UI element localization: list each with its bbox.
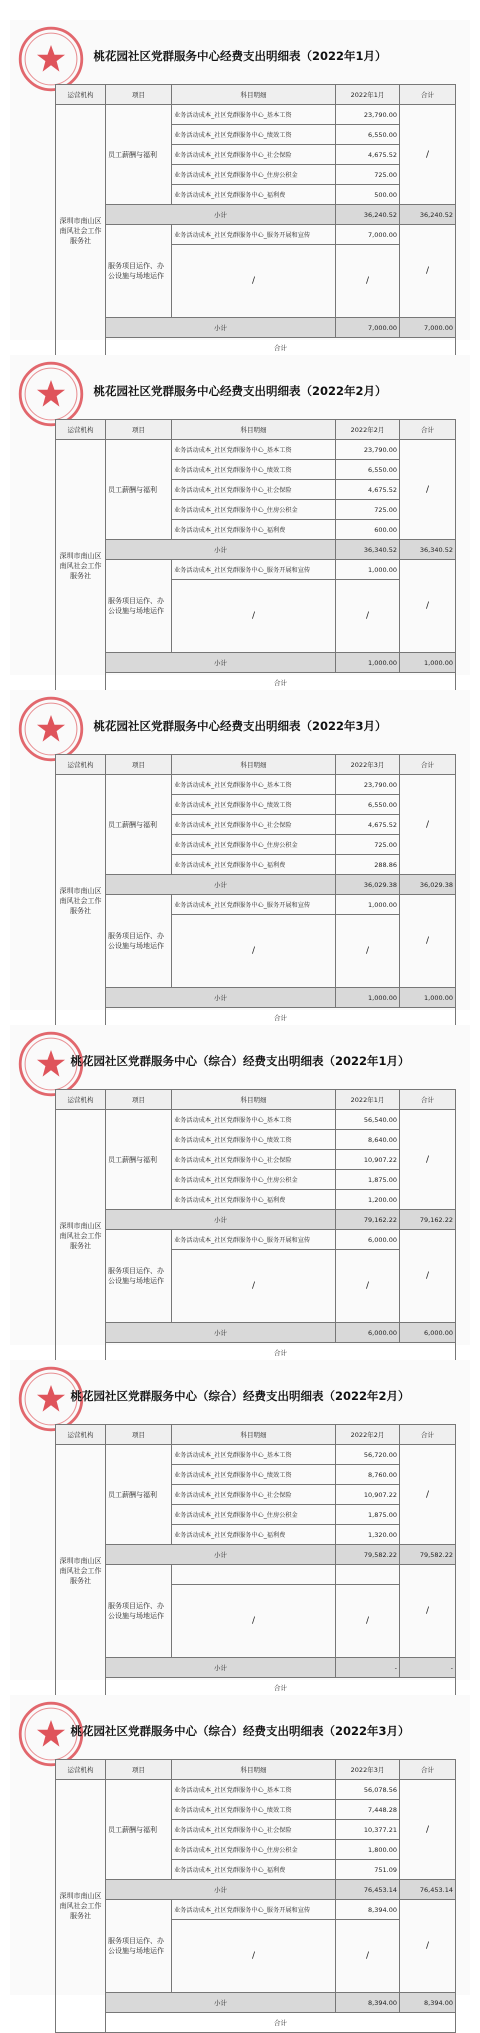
slash-mark: /: [172, 580, 336, 653]
expense-item: 业务活动成本_社区党群服务中心_绩效工资: [172, 795, 336, 815]
expense-amount: 1,000.00: [336, 895, 400, 915]
expense-item: 业务活动成本_社区党群服务中心_基本工资: [172, 775, 336, 795]
expense-item: 业务活动成本_社区党群服务中心_社会保险: [172, 145, 336, 165]
expense-item: 业务活动成本_社区党群服务中心_福利费: [172, 1525, 336, 1545]
slash-mark: /: [172, 1585, 336, 1658]
table-row: [56, 775, 456, 795]
subtotal-amount: -: [336, 1658, 400, 1678]
table-header-row: [56, 1090, 456, 1110]
expense-item: 业务活动成本_社区党群服务中心_基本工资: [172, 1445, 336, 1465]
subtotal-total: 79,582.22: [400, 1545, 456, 1565]
subtotal-label: 小计: [106, 205, 336, 225]
total-header: 合计: [400, 1425, 456, 1445]
grand-total-label: 合计: [106, 338, 456, 358]
period-header: 2022年3月: [336, 755, 400, 775]
subtotal-total: 1,000.00: [400, 653, 456, 673]
expense-item: 业务活动成本_社区党群服务中心_社会保险: [172, 1150, 336, 1170]
expense-amount: 10,907.22: [336, 1485, 400, 1505]
subtotal-amount: 79,582.22: [336, 1545, 400, 1565]
subtotal-label: 小计: [106, 540, 336, 560]
expense-amount: 725.00: [336, 165, 400, 185]
expense-item: 业务活动成本_社区党群服务中心_服务开展和宣传: [172, 225, 336, 245]
subtotal-label: 小计: [106, 1210, 336, 1230]
grand-total-label: 合计: [106, 2013, 456, 2033]
grand-total-label: 合计: [106, 673, 456, 693]
expense-amount: 10,377.21: [336, 1820, 400, 1840]
org-name: 深圳市南山区南风社会工作服务社: [56, 775, 106, 1028]
org-header: 运营机构: [56, 1090, 106, 1110]
grand-total-label: 合计: [106, 1678, 456, 1698]
table-row: [56, 1110, 456, 1130]
expense-item: 业务活动成本_社区党群服务中心_住房公积金: [172, 165, 336, 185]
period-header: 2022年2月: [336, 420, 400, 440]
project-header: 项目: [106, 85, 172, 105]
table-header-row: [56, 1425, 456, 1445]
expense-item: 业务活动成本_社区党群服务中心_基本工资: [172, 105, 336, 125]
org-header: 运营机构: [56, 1425, 106, 1445]
expense-item: 业务活动成本_社区党群服务中心_住房公积金: [172, 500, 336, 520]
table-row: [56, 1780, 456, 1800]
expense-item: 业务活动成本_社区党群服务中心_绩效工资: [172, 460, 336, 480]
page-title: 桃花园社区党群服务中心经费支出明细表（2022年2月）: [93, 384, 387, 398]
org-name: 深圳市南山区南风社会工作服务社: [56, 1780, 106, 2033]
table-row: [56, 1230, 456, 1250]
table-row: [56, 440, 456, 460]
org-name: 深圳市南山区南风社会工作服务社: [56, 440, 106, 693]
slash-mark: /: [172, 915, 336, 988]
detail-header: 科目明细: [172, 1425, 336, 1445]
subtotal-total: 79,162.22: [400, 1210, 456, 1230]
subtotal-label: 小计: [106, 1658, 336, 1678]
category-staff: 员工薪酬与福利: [106, 1110, 172, 1210]
expense-amount: 23,790.00: [336, 775, 400, 795]
slash-mark: /: [336, 1250, 400, 1323]
expense-item: 业务活动成本_社区党群服务中心_服务开展和宣传: [172, 1230, 336, 1250]
subtotal-row: [56, 540, 456, 560]
grand-total-row: [56, 2013, 456, 2033]
subtotal-row: [56, 205, 456, 225]
org-name: 深圳市南山区南风社会工作服务社: [56, 105, 106, 358]
slash-mark: /: [400, 895, 456, 988]
slash-mark: /: [400, 775, 456, 875]
subtotal-total: 76,453.14: [400, 1880, 456, 1900]
expense-amount: 4,675.52: [336, 145, 400, 165]
expense-item: 业务活动成本_社区党群服务中心_福利费: [172, 1190, 336, 1210]
subtotal-total: -: [400, 1658, 456, 1678]
expense-amount: 288.86: [336, 855, 400, 875]
expense-item: 业务活动成本_社区党群服务中心_绩效工资: [172, 1800, 336, 1820]
period-header: 2022年1月: [336, 85, 400, 105]
project-header: 项目: [106, 420, 172, 440]
page-title: 桃花园社区党群服务中心（综合）经费支出明细表（2022年2月）: [70, 1389, 410, 1403]
table-header-row: [56, 420, 456, 440]
subtotal-row: [56, 1993, 456, 2013]
expense-item: 业务活动成本_社区党群服务中心_住房公积金: [172, 1505, 336, 1525]
expense-item: 业务活动成本_社区党群服务中心_福利费: [172, 185, 336, 205]
slash-mark: /: [400, 1900, 456, 1993]
subtotal-row: [56, 653, 456, 673]
subtotal-amount: 36,029.38: [336, 875, 400, 895]
expense-amount: 8,640.00: [336, 1130, 400, 1150]
project-header: 项目: [106, 1090, 172, 1110]
expense-item: 业务活动成本_社区党群服务中心_福利费: [172, 855, 336, 875]
expense-amount: 600.00: [336, 520, 400, 540]
page-title: 桃花园社区党群服务中心经费支出明细表（2022年1月）: [93, 49, 387, 63]
period-header: 2022年1月: [336, 1090, 400, 1110]
org-header: 运营机构: [56, 420, 106, 440]
subtotal-amount: 76,453.14: [336, 1880, 400, 1900]
slash-mark: /: [336, 245, 400, 318]
expense-item: 业务活动成本_社区党群服务中心_福利费: [172, 1860, 336, 1880]
expense-amount: 4,675.52: [336, 815, 400, 835]
slash-mark: /: [336, 580, 400, 653]
expense-amount: 10,907.22: [336, 1150, 400, 1170]
statement-page: [10, 355, 470, 687]
expense-item: 业务活动成本_社区党群服务中心_服务开展和宣传: [172, 1900, 336, 1920]
subtotal-row: [56, 988, 456, 1008]
slash-mark: /: [400, 560, 456, 653]
detail-header: 科目明细: [172, 755, 336, 775]
subtotal-label: 小计: [106, 318, 336, 338]
subtotal-row: [56, 1323, 456, 1343]
table-row: [56, 895, 456, 915]
expense-table: [55, 1424, 456, 1698]
subtotal-row: [56, 1210, 456, 1230]
period-header: 2022年3月: [336, 1760, 400, 1780]
expense-amount: 6,000.00: [336, 1230, 400, 1250]
category-staff: 员工薪酬与福利: [106, 1780, 172, 1880]
project-header: 项目: [106, 1425, 172, 1445]
slash-mark: /: [400, 1445, 456, 1545]
expense-amount: 8,760.00: [336, 1465, 400, 1485]
expense-amount: 6,550.00: [336, 460, 400, 480]
expense-amount: 7,448.28: [336, 1800, 400, 1820]
subtotal-label: 小计: [106, 1993, 336, 2013]
category-staff: 员工薪酬与福利: [106, 1445, 172, 1545]
expense-table: [55, 1759, 456, 2033]
subtotal-row: [56, 318, 456, 338]
expense-amount: 4,675.52: [336, 480, 400, 500]
expense-item: 业务活动成本_社区党群服务中心_社会保险: [172, 1485, 336, 1505]
category-ops: 服务项目运作、办公设施与场地运作: [106, 895, 172, 988]
subtotal-total: 1,000.00: [400, 988, 456, 1008]
slash-mark: /: [400, 1565, 456, 1658]
subtotal-amount: 1,000.00: [336, 988, 400, 1008]
expense-item: 业务活动成本_社区党群服务中心_住房公积金: [172, 835, 336, 855]
subtotal-total: 7,000.00: [400, 318, 456, 338]
subtotal-amount: 1,000.00: [336, 653, 400, 673]
subtotal-row: [56, 1545, 456, 1565]
page-title: 桃花园社区党群服务中心（综合）经费支出明细表（2022年1月）: [70, 1054, 410, 1068]
detail-header: 科目明细: [172, 1090, 336, 1110]
expense-amount: 56,720.00: [336, 1445, 400, 1465]
subtotal-amount: 6,000.00: [336, 1323, 400, 1343]
org-header: 运营机构: [56, 1760, 106, 1780]
detail-header: 科目明细: [172, 1760, 336, 1780]
subtotal-row: [56, 875, 456, 895]
expense-item: 业务活动成本_社区党群服务中心_住房公积金: [172, 1840, 336, 1860]
expense-item: 业务活动成本_社区党群服务中心_基本工资: [172, 440, 336, 460]
category-ops: 服务项目运作、办公设施与场地运作: [106, 1900, 172, 1993]
org-name: 深圳市南山区南风社会工作服务社: [56, 1445, 106, 1698]
expense-amount: 1,000.00: [336, 560, 400, 580]
expense-amount: 6,550.00: [336, 795, 400, 815]
subtotal-amount: 36,240.52: [336, 205, 400, 225]
expense-amount: 725.00: [336, 500, 400, 520]
subtotal-total: 36,029.38: [400, 875, 456, 895]
expense-amount: 1,200.00: [336, 1190, 400, 1210]
page-title: 桃花园社区党群服务中心（综合）经费支出明细表（2022年3月）: [70, 1724, 410, 1738]
subtotal-total: 36,240.52: [400, 205, 456, 225]
subtotal-label: 小计: [106, 653, 336, 673]
category-ops: 服务项目运作、办公设施与场地运作: [106, 560, 172, 653]
statement-page: [10, 1025, 470, 1357]
expense-amount: 1,875.00: [336, 1505, 400, 1525]
slash-mark: /: [172, 245, 336, 318]
subtotal-label: 小计: [106, 1545, 336, 1565]
expense-amount: 8,394.00: [336, 1900, 400, 1920]
expense-item: 业务活动成本_社区党群服务中心_绩效工资: [172, 1130, 336, 1150]
subtotal-amount: 7,000.00: [336, 318, 400, 338]
expense-item: 业务活动成本_社区党群服务中心_社会保险: [172, 1820, 336, 1840]
expense-item: 业务活动成本_社区党群服务中心_服务开展和宣传: [172, 560, 336, 580]
subtotal-label: 小计: [106, 875, 336, 895]
expense-amount: 1,800.00: [336, 1840, 400, 1860]
subtotal-total: 36,340.52: [400, 540, 456, 560]
statement-page: [10, 20, 470, 352]
slash-mark: /: [400, 440, 456, 540]
expense-item: 业务活动成本_社区党群服务中心_绩效工资: [172, 125, 336, 145]
detail-header: 科目明细: [172, 420, 336, 440]
expense-amount: 23,790.00: [336, 440, 400, 460]
slash-mark: /: [336, 915, 400, 988]
statement-page: [10, 1695, 470, 2027]
table-row: [56, 1565, 456, 1585]
expense-amount: 7,000.00: [336, 225, 400, 245]
subtotal-total: 6,000.00: [400, 1323, 456, 1343]
total-header: 合计: [400, 85, 456, 105]
subtotal-amount: 8,394.00: [336, 1993, 400, 2013]
slash-mark: /: [400, 1110, 456, 1210]
grand-total-label: 合计: [106, 1008, 456, 1028]
expense-amount: 56,540.00: [336, 1110, 400, 1130]
table-header-row: [56, 1760, 456, 1780]
total-header: 合计: [400, 1760, 456, 1780]
expense-amount: 751.09: [336, 1860, 400, 1880]
project-header: 项目: [106, 1760, 172, 1780]
expense-item: [172, 1565, 336, 1585]
grand-total-label: 合计: [106, 1343, 456, 1363]
org-header: 运营机构: [56, 85, 106, 105]
subtotal-amount: 79,162.22: [336, 1210, 400, 1230]
subtotal-label: 小计: [106, 988, 336, 1008]
expense-amount: 56,078.56: [336, 1780, 400, 1800]
table-row: [56, 225, 456, 245]
slash-mark: /: [400, 105, 456, 205]
org-name: 深圳市南山区南风社会工作服务社: [56, 1110, 106, 1363]
page-title: 桃花园社区党群服务中心经费支出明细表（2022年3月）: [93, 719, 387, 733]
table-row: [56, 105, 456, 125]
slash-mark: /: [400, 1230, 456, 1323]
slash-mark: /: [172, 1250, 336, 1323]
expense-table: [55, 84, 456, 358]
table-header-row: [56, 85, 456, 105]
subtotal-row: [56, 1880, 456, 1900]
expense-amount: 725.00: [336, 835, 400, 855]
total-header: 合计: [400, 755, 456, 775]
slash-mark: /: [336, 1920, 400, 1993]
expense-amount: 6,550.00: [336, 125, 400, 145]
expense-item: 业务活动成本_社区党群服务中心_社会保险: [172, 480, 336, 500]
subtotal-total: 8,394.00: [400, 1993, 456, 2013]
expense-amount: [336, 1565, 400, 1585]
subtotal-label: 小计: [106, 1880, 336, 1900]
expense-item: 业务活动成本_社区党群服务中心_住房公积金: [172, 1170, 336, 1190]
category-staff: 员工薪酬与福利: [106, 775, 172, 875]
expense-item: 业务活动成本_社区党群服务中心_绩效工资: [172, 1465, 336, 1485]
category-staff: 员工薪酬与福利: [106, 105, 172, 205]
expense-table: [55, 754, 456, 1028]
category-staff: 员工薪酬与福利: [106, 440, 172, 540]
category-ops: 服务项目运作、办公设施与场地运作: [106, 1230, 172, 1323]
expense-item: 业务活动成本_社区党群服务中心_社会保险: [172, 815, 336, 835]
org-header: 运营机构: [56, 755, 106, 775]
statement-page: [10, 1360, 470, 1692]
category-ops: 服务项目运作、办公设施与场地运作: [106, 225, 172, 318]
project-header: 项目: [106, 755, 172, 775]
table-row: [56, 1900, 456, 1920]
expense-amount: 23,790.00: [336, 105, 400, 125]
subtotal-label: 小计: [106, 1323, 336, 1343]
expense-item: 业务活动成本_社区党群服务中心_服务开展和宣传: [172, 895, 336, 915]
expense-table: [55, 419, 456, 693]
expense-item: 业务活动成本_社区党群服务中心_基本工资: [172, 1780, 336, 1800]
category-ops: 服务项目运作、办公设施与场地运作: [106, 1565, 172, 1658]
expense-item: 业务活动成本_社区党群服务中心_基本工资: [172, 1110, 336, 1130]
table-header-row: [56, 755, 456, 775]
slash-mark: /: [400, 225, 456, 318]
statement-page: [10, 690, 470, 1022]
subtotal-amount: 36,340.52: [336, 540, 400, 560]
expense-table: [55, 1089, 456, 1363]
slash-mark: /: [336, 1585, 400, 1658]
table-row: [56, 560, 456, 580]
subtotal-row: [56, 1658, 456, 1678]
slash-mark: /: [400, 1780, 456, 1880]
expense-amount: 500.00: [336, 185, 400, 205]
expense-amount: 1,320.00: [336, 1525, 400, 1545]
period-header: 2022年2月: [336, 1425, 400, 1445]
expense-item: 业务活动成本_社区党群服务中心_福利费: [172, 520, 336, 540]
expense-amount: 1,875.00: [336, 1170, 400, 1190]
total-header: 合计: [400, 1090, 456, 1110]
table-row: [56, 1445, 456, 1465]
slash-mark: /: [172, 1920, 336, 1993]
total-header: 合计: [400, 420, 456, 440]
detail-header: 科目明细: [172, 85, 336, 105]
